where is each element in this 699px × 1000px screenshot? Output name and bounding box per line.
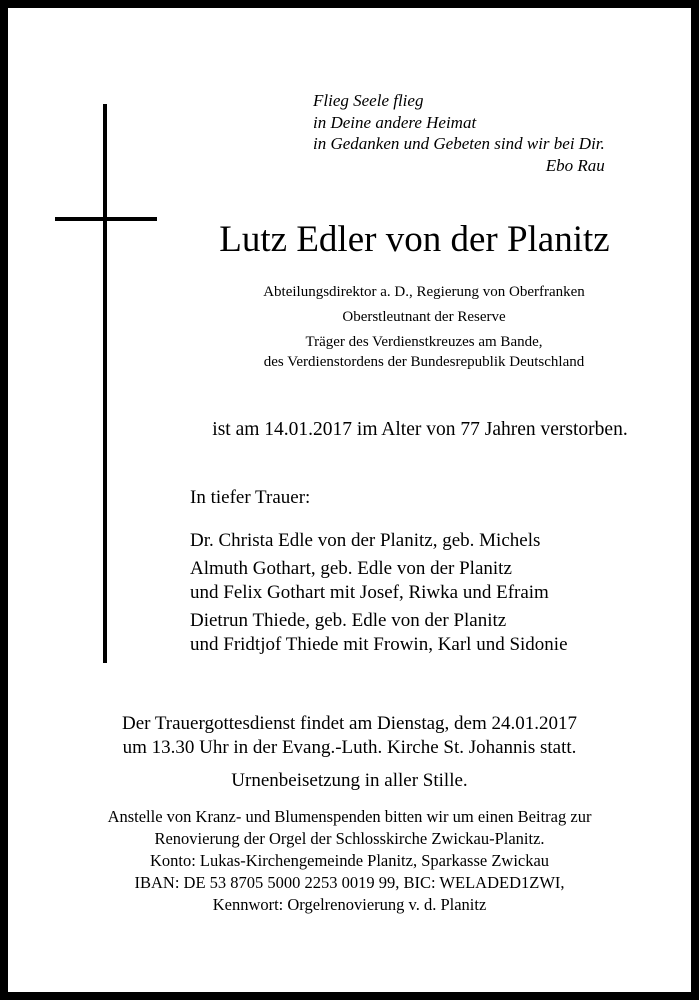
service-line: um 13.30 Uhr in der Evang.-Luth. Kirche St. Johannis statt. xyxy=(122,737,577,758)
donation-request xyxy=(0,806,699,916)
mourners-list xyxy=(190,529,568,661)
poem-author: Ebo Rau xyxy=(545,155,605,175)
service-line: Der Trauergottesdienst findet am Dienstag, dem 24.01.2017 xyxy=(121,713,578,734)
poem-line: Flieg Seele flieg xyxy=(313,91,424,110)
title-line: Oberstleutnant der Reserve xyxy=(342,309,506,325)
mourner-line: Dietrun Thiede, geb. Edle von der Planitz xyxy=(190,610,507,631)
mourner-group xyxy=(190,529,568,553)
mourner-line: Almuth Gothart, geb. Edle von der Planitz xyxy=(190,558,512,579)
cross-icon-vertical xyxy=(103,104,107,663)
deceased-titles xyxy=(200,282,648,372)
poem xyxy=(313,90,605,176)
mourner-line: und Felix Gothart mit Josef, Riwka und Efraim xyxy=(190,582,549,603)
mourner-line: und Fridtjof Thiede mit Frowin, Karl und Sidonie xyxy=(190,634,568,655)
title-line: des Verdienstordens der Bundesrepublik Deutschland xyxy=(263,354,585,370)
funeral-service-info xyxy=(0,712,699,760)
donation-line: Kennwort: Orgelrenovierung v. d. Planitz xyxy=(212,895,487,914)
death-statement: ist am 14.01.2017 im Alter von 77 Jahren verstorben. xyxy=(212,419,628,440)
title-line: Abteilungsdirektor a. D., Regierung von Oberfranken xyxy=(263,284,585,300)
deceased-name: Lutz Edler von der Planitz xyxy=(219,219,610,260)
mourner-line: Dr. Christa Edle von der Planitz, geb. Michels xyxy=(190,530,541,551)
mourner-group xyxy=(190,557,568,605)
mourning-heading: In tiefer Trauer: xyxy=(190,487,311,508)
donation-line: Renovierung der Orgel der Schlosskirche Zwickau-Planitz. xyxy=(154,829,545,848)
urn-burial-note: Urnenbeisetzung in aller Stille. xyxy=(231,770,468,791)
poem-line: in Deine andere Heimat xyxy=(313,112,477,132)
donation-line: Anstelle von Kranz- und Blumenspenden bitten wir um einen Beitrag zur xyxy=(107,807,592,826)
donation-line: IBAN: DE 53 8705 5000 2253 0019 99, BIC: WELADED1ZWI, xyxy=(134,873,565,892)
title-line: Träger des Verdienstkreuzes am Bande, xyxy=(305,334,543,350)
mourner-group xyxy=(190,609,568,657)
poem-line: in Gedanken und Gebeten sind wir bei Dir. xyxy=(313,134,605,153)
donation-line: Konto: Lukas-Kirchengemeinde Planitz, Sparkasse Zwickau xyxy=(149,851,550,870)
